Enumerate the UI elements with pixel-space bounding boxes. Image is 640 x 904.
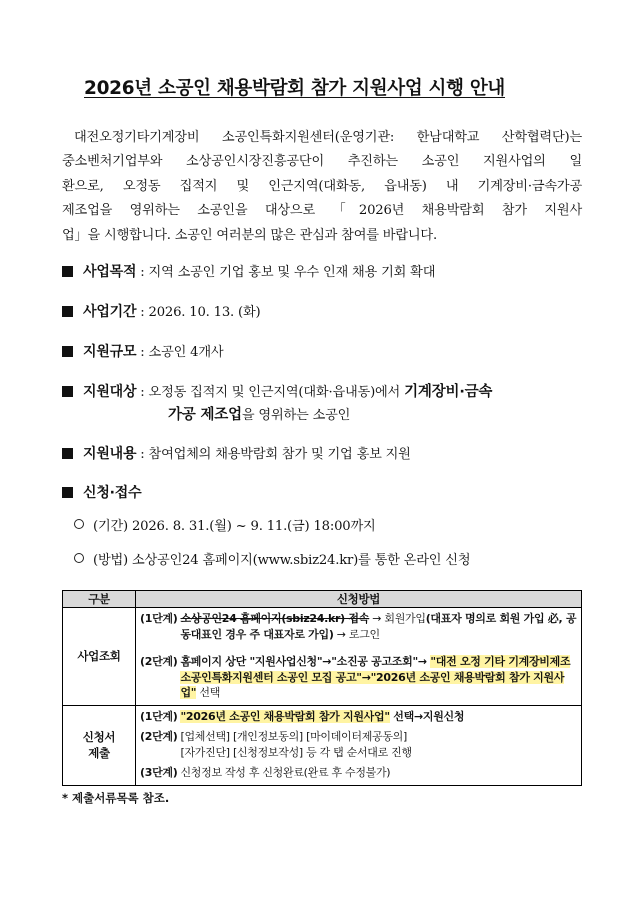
table-header: 구분 xyxy=(63,591,136,608)
section-label: 지원대상 xyxy=(83,384,137,400)
section-content: 지원내용 : 참여업체의 채용박람회 참가 및 기업 홍보 지원 xyxy=(62,443,411,463)
circle-bullet-icon xyxy=(74,553,84,563)
square-bullet-icon xyxy=(62,487,73,498)
step-item: (2단계) [업체선택] [개인정보동의] [마이데이터제공동의] [자가진단] [신청정보작성] 등 각 탭 순서대로 진행 xyxy=(140,730,412,759)
step-item: (1단계) 소상공인24 홈페이지(sbiz24.kr) 접속 → 회원가입(대표자 명의로 회원 가입 必, 공동대표인 경우 주 대표자로 가입) → 로그인 xyxy=(140,612,577,641)
table-row xyxy=(63,608,582,706)
circle-bullet-icon xyxy=(74,519,84,529)
table-header: 신청방법 xyxy=(136,591,582,608)
table-category: 신청서 제출 xyxy=(63,705,136,785)
footnote: * 제출서류목록 참조. xyxy=(62,791,170,805)
step-item: (2단계) 홈페이지 상단 "지원사업신청"→"소진공 공고조회"→ "대전 오정 기타 기계장비제조 소공인특화지원센터 소공인 모집 공고"→"2026년 소공인 채용박람회 참가 지원사업" 선택 xyxy=(140,655,571,699)
section-value: 소공인 4개사 xyxy=(148,345,224,360)
square-bullet-icon xyxy=(62,448,73,459)
table-header-row xyxy=(63,591,582,608)
table-cell xyxy=(136,608,582,706)
table-row xyxy=(63,705,582,785)
square-bullet-icon xyxy=(62,306,73,317)
table-cell xyxy=(136,705,582,785)
step-item: (1단계) "2026년 소공인 채용박람회 참가 지원사업" 선택→지원신청 xyxy=(140,709,465,723)
section-scale: 지원규모 : 소공인 4개사 xyxy=(62,341,223,361)
apply-method: (방법) 소상공인24 홈페이지(www.sbiz24.kr)를 통한 온라인 신청 xyxy=(74,549,470,568)
section-label: 신청·접수 xyxy=(83,485,142,501)
intro-paragraph xyxy=(62,126,582,248)
intro-line: 제조업을 영위하는 소공인을 대상으로 「2026년 채용박람회 참가 지원사 xyxy=(62,203,582,219)
section-label: 지원규모 xyxy=(83,344,137,360)
application-table xyxy=(62,590,582,786)
section-period: 사업기간 : 2026. 10. 13. (화) xyxy=(62,301,260,321)
section-label: 지원내용 xyxy=(83,446,137,462)
intro-line: 중소벤처기업부와 소상공인시장진흥공단이 추진하는 소공인 지원사업의 일 xyxy=(62,154,582,170)
square-bullet-icon xyxy=(62,386,73,397)
step-item: (3단계) 신청정보 작성 후 신청완료(완료 후 수정불가) xyxy=(140,766,391,779)
table-category: 사업조회 xyxy=(63,608,136,706)
section-label: 사업목적 xyxy=(83,264,137,280)
section-label: 사업기간 xyxy=(83,304,137,320)
section-target-cont: 가공 제조업을 영위하는 소공인 xyxy=(168,407,351,423)
section-value: 참여업체의 채용박람회 참가 및 기업 홍보 지원 xyxy=(148,447,411,462)
intro-line: 업」을 시행합니다. 소공인 여러분의 많은 관심과 참여를 바랍니다. xyxy=(62,227,437,243)
square-bullet-icon xyxy=(62,266,73,277)
section-value: 지역 소공인 기업 홍보 및 우수 인재 채용 기회 확대 xyxy=(148,265,436,280)
apply-period: (기간) 2026. 8. 31.(월) ~ 9. 11.(금) 18:00까지 xyxy=(74,515,376,534)
intro-line: 대전오정기타기계장비 소공인특화지원센터(운영기관: 한남대학교 산학협력단)는 xyxy=(74,130,582,145)
square-bullet-icon xyxy=(62,346,73,357)
section-purpose: 사업목적 : 지역 소공인 기업 홍보 및 우수 인재 채용 기회 확대 xyxy=(62,261,435,281)
document-title: 2026년 소공인 채용박람회 참가 지원사업 시행 안내 xyxy=(84,78,505,99)
section-target: 지원대상 : 오정동 집적지 및 인근지역(대화·읍내동)에서 기계장비·금속 xyxy=(62,380,492,401)
intro-line: 환으로, 오정동 집적지 및 인근지역(대화동, 읍내동) 내 기계장비·금속가공 xyxy=(62,178,582,194)
section-apply xyxy=(62,482,141,502)
section-value: 2026. 10. 13. (화) xyxy=(148,305,261,320)
